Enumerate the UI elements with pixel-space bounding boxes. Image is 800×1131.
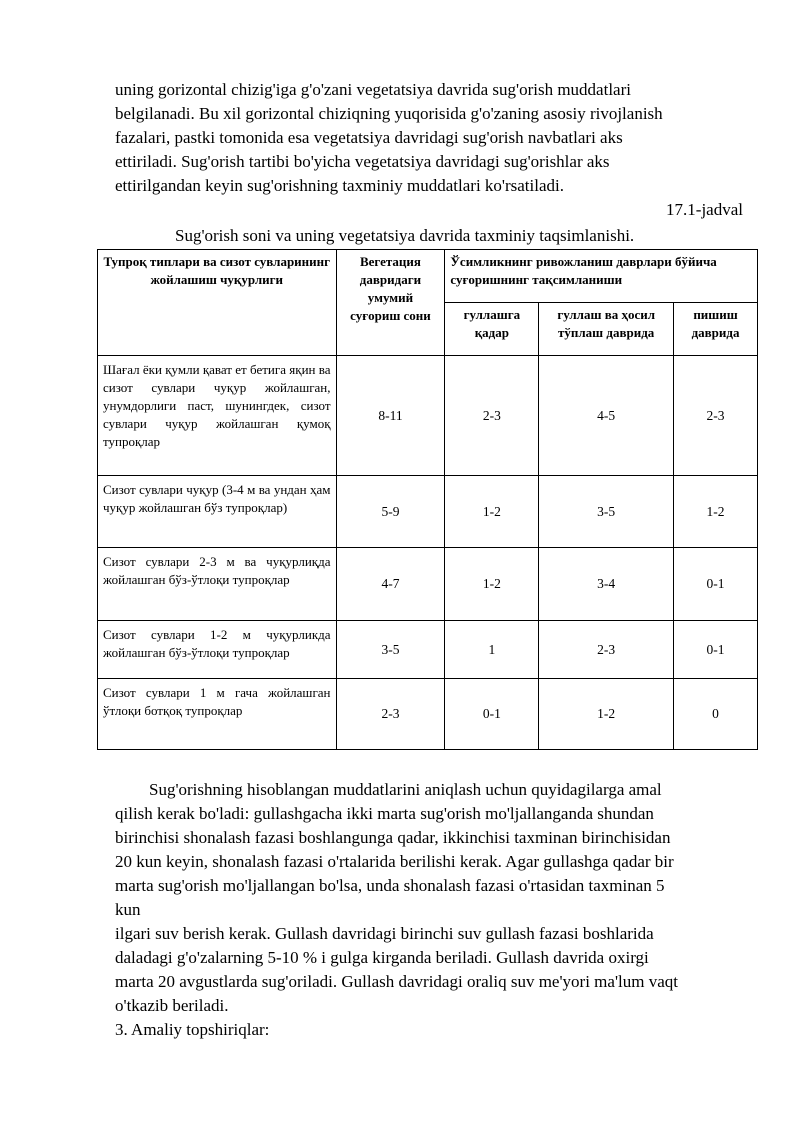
ripening-cell: 0 (674, 679, 758, 750)
rec-line: Sug'orishning hisoblangan muddatlarini aniqlash uchun quyidagilarga amal (115, 780, 662, 799)
ripening-cell: 0-1 (674, 621, 758, 679)
before-flowering-cell: 1-2 (445, 548, 539, 621)
flowering-cell: 3-5 (539, 476, 674, 548)
flowering-cell: 4-5 (539, 356, 674, 476)
before-flowering-cell: 0-1 (445, 679, 539, 750)
intro-line: ettiriladi. Sug'orish tartibi bo'yicha vegetatsiya davridagi sug'orishlar aks (115, 152, 610, 171)
table-label: 17.1-jadval (666, 200, 743, 219)
recommendation-paragraph (115, 778, 750, 1042)
total-cell: 8-11 (336, 356, 445, 476)
ripening-cell: 0-1 (674, 548, 758, 621)
before-flowering-cell: 1 (445, 621, 539, 679)
header-soil-types: Тупроқ типлари ва сизот сувларининг жойлашиш чуқурлиги (98, 250, 337, 356)
table-row (98, 621, 758, 679)
flowering-cell: 3-4 (539, 548, 674, 621)
rec-line: kun (115, 900, 141, 919)
rec-line: 20 kun keyin, shonalash fazasi o'rtalarida berilishi kerak. Agar gullashga qadar bir (115, 852, 674, 871)
soil-cell: Сизот сувлари 1-2 м чуқурликда жойлашган бўз-ўтлоқи тупроқлар (98, 621, 337, 679)
header-flowering-fruiting: гуллаш ва ҳосил тўплаш даврида (539, 303, 674, 356)
before-flowering-cell: 1-2 (445, 476, 539, 548)
intro-line: ettirilgandan keyin sug'orishning taxminiy muddatlari ko'rsatiladi. (115, 176, 564, 195)
rec-line: daladagi g'o'zalarning 5-10 % i gulga kirganda beriladi. Gullash davrida oxirgi (115, 948, 649, 967)
soil-cell: Сизот сувлари 1 м гача жойлашган ўтлоқи ботқоқ тупроқлар (98, 679, 337, 750)
total-cell: 5-9 (336, 476, 445, 548)
intro-paragraph (115, 78, 750, 198)
table-row (98, 548, 758, 621)
soil-cell: Сизот сувлари чуқур (3-4 м ва ундан ҳам чуқур жойлашган бўз тупроқлар) (98, 476, 337, 548)
rec-line: qilish kerak bo'ladi: gullashgacha ikki marta sug'orish mo'ljallanganda shundan (115, 804, 654, 823)
header-before-flowering: гуллашга қадар (445, 303, 539, 356)
irrigation-table (97, 249, 758, 750)
ripening-cell: 2-3 (674, 356, 758, 476)
before-flowering-cell: 2-3 (445, 356, 539, 476)
rec-line: ilgari suv berish kerak. Gullash davridagi birinchi suv gullash fazasi boshlarida (115, 924, 654, 943)
table-row (98, 679, 758, 750)
header-ripening: пишиш даврида (674, 303, 758, 356)
table-row (98, 476, 758, 548)
header-total-irrigations: Вегетация давридаги умумий суғориш сони (336, 250, 445, 356)
table-row (98, 356, 758, 476)
rec-line: marta 20 avgustlarda sug'oriladi. Gullash davridagi oraliq suv me'yori ma'lum vaqt (115, 972, 678, 991)
soil-cell: Сизот сувлари 2-3 м ва чуқурлиқда жойлашган бўз-ўтлоқи тупроқлар (98, 548, 337, 621)
intro-line: uning gorizontal chizig'iga g'o'zani vegetatsiya davrida sug'orish muddatlari (115, 80, 631, 99)
intro-line: belgilanadi. Bu xil gorizontal chiziqning yuqorisida g'o'zaning asosiy rivojlanish (115, 104, 663, 123)
total-cell: 2-3 (336, 679, 445, 750)
flowering-cell: 2-3 (539, 621, 674, 679)
intro-line: fazalari, pastki tomonida esa vegetatsiya davridagi sug'orish navbatlari aks (115, 128, 623, 147)
rec-line: birinchisi shonalash fazasi boshlangunga qadar, ikkinchisi taxminan birinchisidan (115, 828, 671, 847)
total-cell: 4-7 (336, 548, 445, 621)
section-heading: 3. Amaliy topshiriqlar: (115, 1020, 270, 1039)
header-distribution: Ўсимликнинг ривожланиш даврлари бўйича суғоришнинг тақсимланиши (445, 250, 758, 303)
flowering-cell: 1-2 (539, 679, 674, 750)
ripening-cell: 1-2 (674, 476, 758, 548)
rec-line: o'tkazib beriladi. (115, 996, 229, 1015)
table-caption: Sug'orish soni va uning vegetatsiya davrida taxminiy taqsimlanishi. (175, 226, 635, 245)
soil-cell: Шағал ёки қумли қават ет бетига яқин ва сизот сувлари чуқур жойлашган, унумдорлиги паст, шунингдек, сизот сувлари чуқур жойлашган қумоқ тупроқлар (98, 356, 337, 476)
total-cell: 3-5 (336, 621, 445, 679)
rec-line: marta sug'orish mo'ljallangan bo'lsa, unda shonalash fazasi o'rtasidan taxminan 5 (115, 876, 665, 895)
